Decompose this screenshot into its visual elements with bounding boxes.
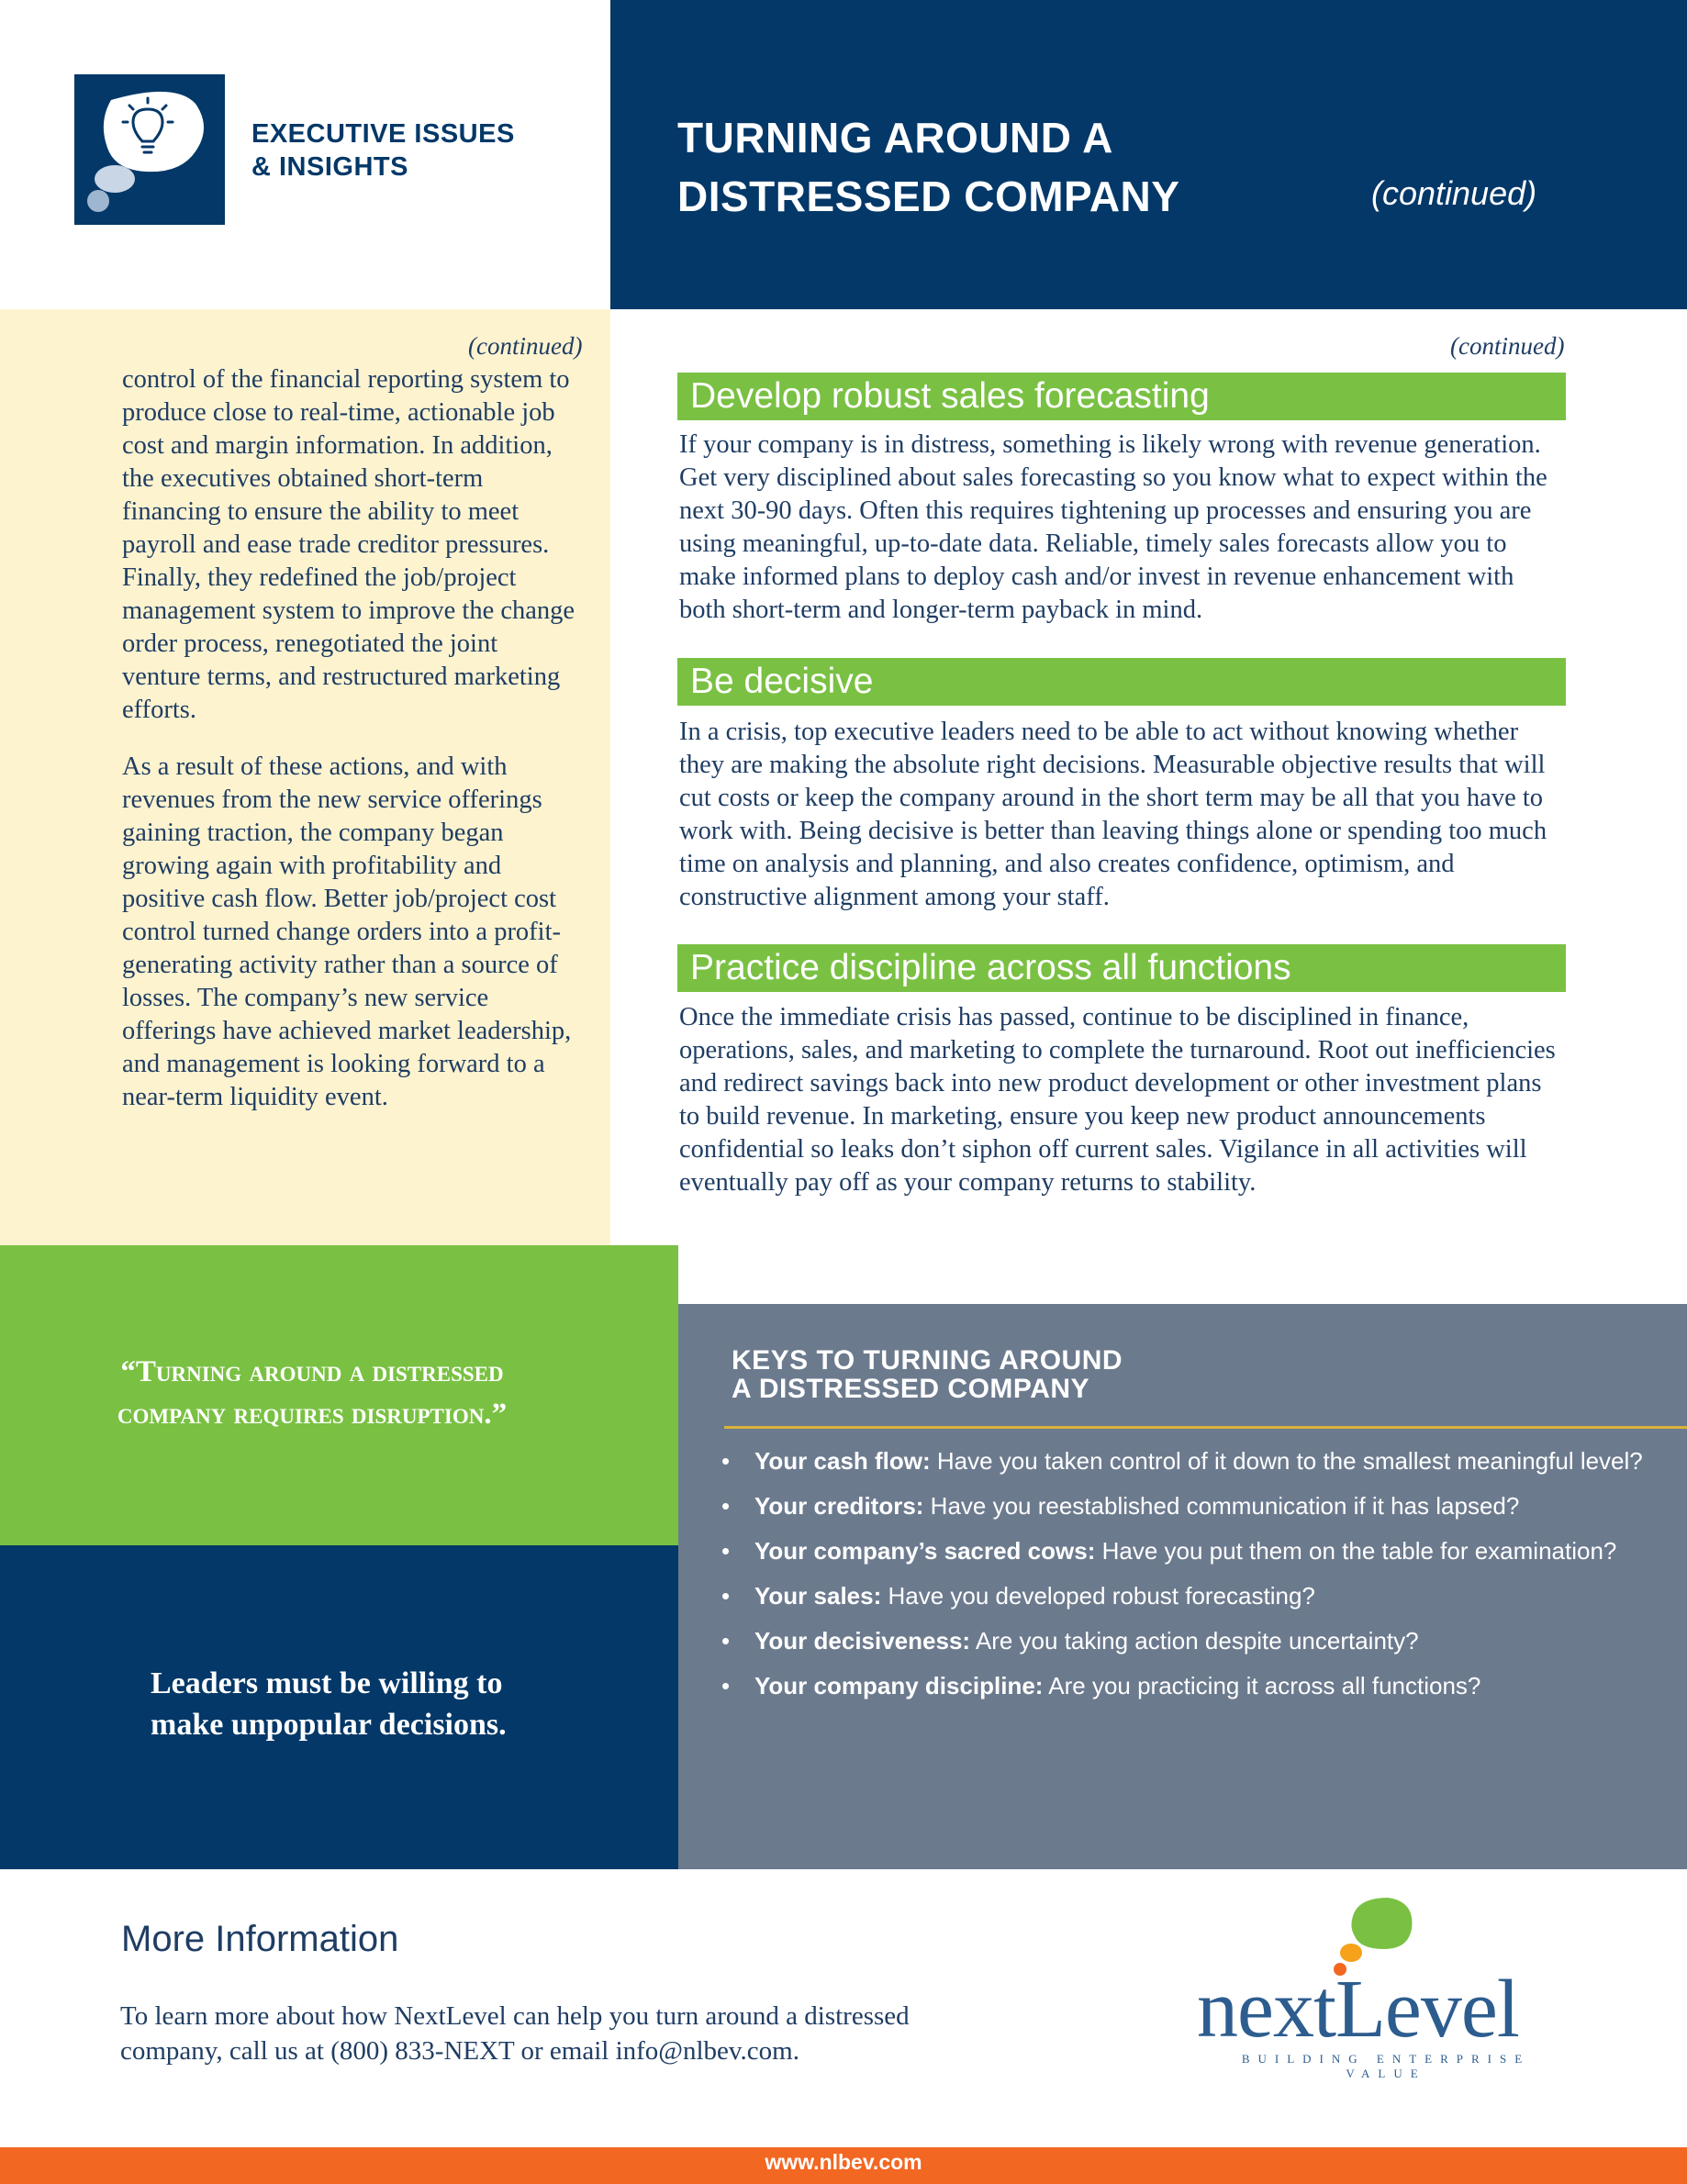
brand-title: [251, 117, 515, 184]
key-label: Your company’s sacred cows:: [754, 1537, 1096, 1565]
brand-line-1: EXECUTIVE ISSUES: [251, 119, 515, 149]
keys-title-line-2: A DISTRESSED COMPANY: [732, 1374, 1090, 1404]
quote-line-1: “Turning around a distressed: [120, 1355, 504, 1388]
keys-divider: [724, 1426, 1687, 1429]
more-info-title: More Information: [121, 1919, 399, 1959]
section-heading-practice-discipline: Practice discipline across all functions: [677, 944, 1566, 992]
key-text: Have you reestablished communication if it has lapsed?: [923, 1492, 1520, 1520]
keys-list-item: [721, 1492, 1667, 1520]
logo-word-next: next: [1197, 1964, 1335, 2055]
key-text: Have you developed robust forecasting?: [881, 1582, 1315, 1610]
callout-line-2: make unpopular decisions.: [151, 1708, 507, 1742]
key-label: Your creditors:: [754, 1492, 924, 1520]
keys-list-item: [721, 1582, 1667, 1610]
section-heading-sales-forecasting: Develop robust sales forecasting: [677, 373, 1566, 420]
keys-list-item: [721, 1447, 1667, 1475]
callout-line-1: Leaders must be willing to: [151, 1666, 503, 1700]
brand-line-2: & INSIGHTS: [251, 152, 408, 182]
left-paragraph-2: As a result of these actions, and with revenues from the new service offerings gaining traction, the company began growing again with profitability and positive cash flow. Better job/project cost control turned change orders into a profit-generating activity rather than a source of losses. The company’s new service offerings have achieved market leadership, and management is looking forward to a near-term liquidity event.: [122, 752, 572, 1111]
left-paragraph-1: control of the financial reporting system to produce close to real-time, actionable job cost and margin information. In addition, the executives obtained short-term financing to ensure the ability to meet payroll and ease trade creditor pressures. Finally, they redefined the job/project management system to improve the change order process, renegotiated the joint venture terms, and restructured marketing efforts.: [122, 365, 575, 724]
title-line-2: DISTRESSED COMPANY: [677, 173, 1180, 220]
key-label: Your company discipline:: [754, 1672, 1044, 1699]
title-continued: (continued): [1371, 174, 1537, 212]
keys-list-item: [721, 1627, 1667, 1655]
nextlevel-tagline: BUILDING ENTERPRISE VALUE: [1241, 2052, 1531, 2080]
logo-word-level: Level: [1335, 1964, 1519, 2055]
title-line-1: TURNING AROUND A: [677, 114, 1113, 162]
key-text: Have you taken control of it down to the smallest meaningful level?: [930, 1447, 1643, 1475]
more-info-line-1: To learn more about how NextLevel can help you turn around a distressed: [120, 2001, 910, 2031]
insights-logo: [74, 74, 225, 225]
nextlevel-logo-word: [1197, 1964, 1519, 2056]
more-info-text: [120, 1999, 1001, 2068]
keys-list-item: [721, 1672, 1667, 1699]
lightbulb-icon: [74, 74, 225, 225]
section-body-practice-discipline: Once the immediate crisis has passed, continue to be disciplined in finance, operations, sales, and marketing to complete the turnaround. Root out inefficiencies and redirect savings back into new product development or other investment plans to build revenue. In marketing, ensure you keep new product announcements confidential so leaks don’t siphon off current sales. Vigilance in all activities will eventually pay off as your company returns to stability.: [679, 1003, 1556, 1197]
right-continued-label: (continued): [1450, 332, 1565, 360]
section-body-be-decisive: In a crisis, top executive leaders need to be able to act without knowing whether they are making the absolute right decisions. Measurable objective results that will cut costs or keep the company around in the short term may be all that you have to work with. Being decisive is better than leaving things alone or spending too much time on analysis and planning, and also creates confidence, optimism, and constructive alignment among your staff.: [679, 718, 1547, 911]
keys-title-line-1: KEYS TO TURNING AROUND: [732, 1345, 1123, 1376]
key-label: Your decisiveness:: [754, 1627, 971, 1655]
key-label: Your sales:: [754, 1582, 882, 1610]
left-continued-label: (continued): [468, 332, 583, 360]
quote-line-2: company requires disruption.”: [117, 1398, 508, 1431]
callout-text: [151, 1663, 554, 1745]
keys-list: [721, 1447, 1667, 1717]
keys-title: [732, 1346, 1123, 1403]
more-info-line-2: company, call us at (800) 833-NEXT or email info@nlbev.com.: [120, 2036, 799, 2066]
key-text: Are you practicing it across all functions?: [1043, 1672, 1481, 1699]
section-heading-be-decisive: Be decisive: [677, 658, 1566, 706]
keys-list-item: [721, 1537, 1667, 1565]
pull-quote: [55, 1351, 569, 1435]
page-title: [677, 108, 1179, 226]
key-text: Are you taking action despite uncertainty?: [970, 1627, 1419, 1655]
footer-url-link[interactable]: www.nlbev.com: [765, 2150, 922, 2174]
section-body-sales-forecasting: If your company is in distress, something is likely wrong with revenue generation. Get very disciplined about sales forecasting so you know what to expect within the next 30-90 days. Often this requires tightening up processes and ensuring you are using meaningful, up-to-date data. Reliable, timely sales forecasts allow you to make informed plans to deploy cash and/or invest in revenue enhancement with both short-term and longer-term payback in mind.: [679, 430, 1547, 624]
key-label: Your cash flow:: [754, 1447, 931, 1475]
key-text: Have you put them on the table for examination?: [1095, 1537, 1617, 1565]
